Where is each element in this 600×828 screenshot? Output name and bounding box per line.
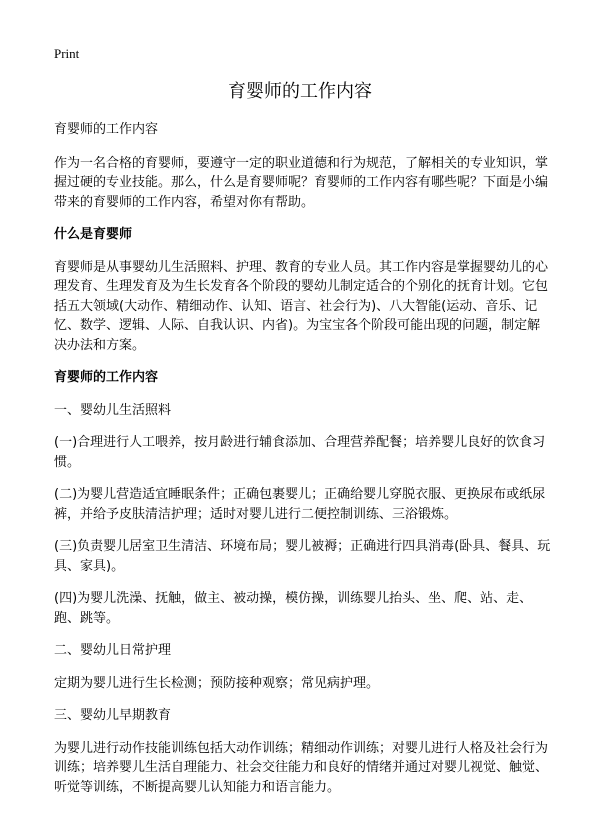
article-body — [54, 120, 552, 810]
part3-text: 为婴儿进行动作技能训练包括大动作训练；精细动作训练；对婴儿进行人格及社会行为训练；培养婴儿生活自理能力、社会交往能力和良好的情绪并通过对婴儿视觉、触觉、听觉等训练，不断提高婴儿认知能力和语言能力。 — [54, 740, 549, 795]
print-link[interactable]: Print — [54, 46, 80, 61]
part3-title: 三、婴幼儿早期教育 — [54, 708, 172, 723]
definition-paragraph: 育婴师是从事婴幼儿生活照料、护理、教育的专业人员。其工作内容是掌握婴幼儿的心理发育、生理发育及为生长发育各个阶段的婴幼儿制定适合的个别化的抚育计划。它包括五大领域(大动作、精细动作、认知、语言、社会行为)、八大智能(运动、音乐、记忆、数学、逻辑、人际、自我认识、内省)。为宝宝各个阶段可能出现的问题，制定解决办法和方案。 — [54, 259, 549, 353]
intro-paragraph: 作为一名合格的育婴师，要遵守一定的职业道德和行为规范，了解相关的专业知识，掌握过硬的专业技能。那么，什么是育婴师呢？育婴师的工作内容有哪些呢？下面是小编带来的育婴师的工作内容，希望对你有帮助。 — [54, 155, 549, 210]
duty-item-2: (二)为婴儿营造适宜睡眠条件；正确包裹婴儿；正确给婴儿穿脱衣服、更换尿布或纸尿裤，并给予皮肤清洁护理；适时对婴儿进行二便控制训练、三浴锻炼。 — [54, 487, 546, 522]
article-subtitle: 育婴师的工作内容 — [54, 122, 159, 137]
duty-item-3: (三)负责婴儿居室卫生清洁、环境布局；婴儿被褥；正确进行四具消毒(卧具、餐具、玩具、家具)。 — [54, 539, 551, 574]
page-title: 育婴师的工作内容 — [228, 81, 372, 102]
part2-text: 定期为婴儿进行生长检测；预防接种观察；常见病护理。 — [54, 675, 380, 691]
section-heading-duties: 育婴师的工作内容 — [54, 370, 159, 385]
part1-title: 一、婴幼儿生活照料 — [54, 402, 172, 418]
part2-title: 二、婴幼儿日常护理 — [54, 643, 172, 658]
section-heading-what-is: 什么是育婴师 — [54, 227, 133, 242]
duty-item-4: (四)为婴儿洗澡、抚触，做主、被动操，模仿操，训练婴儿抬头、坐、爬、站、走、跑、跳等。 — [54, 591, 533, 626]
duty-item-1: (一)合理进行人工喂养，按月龄进行辅食添加、合理营养配餐；培养婴儿良好的饮食习惯。 — [54, 435, 546, 470]
